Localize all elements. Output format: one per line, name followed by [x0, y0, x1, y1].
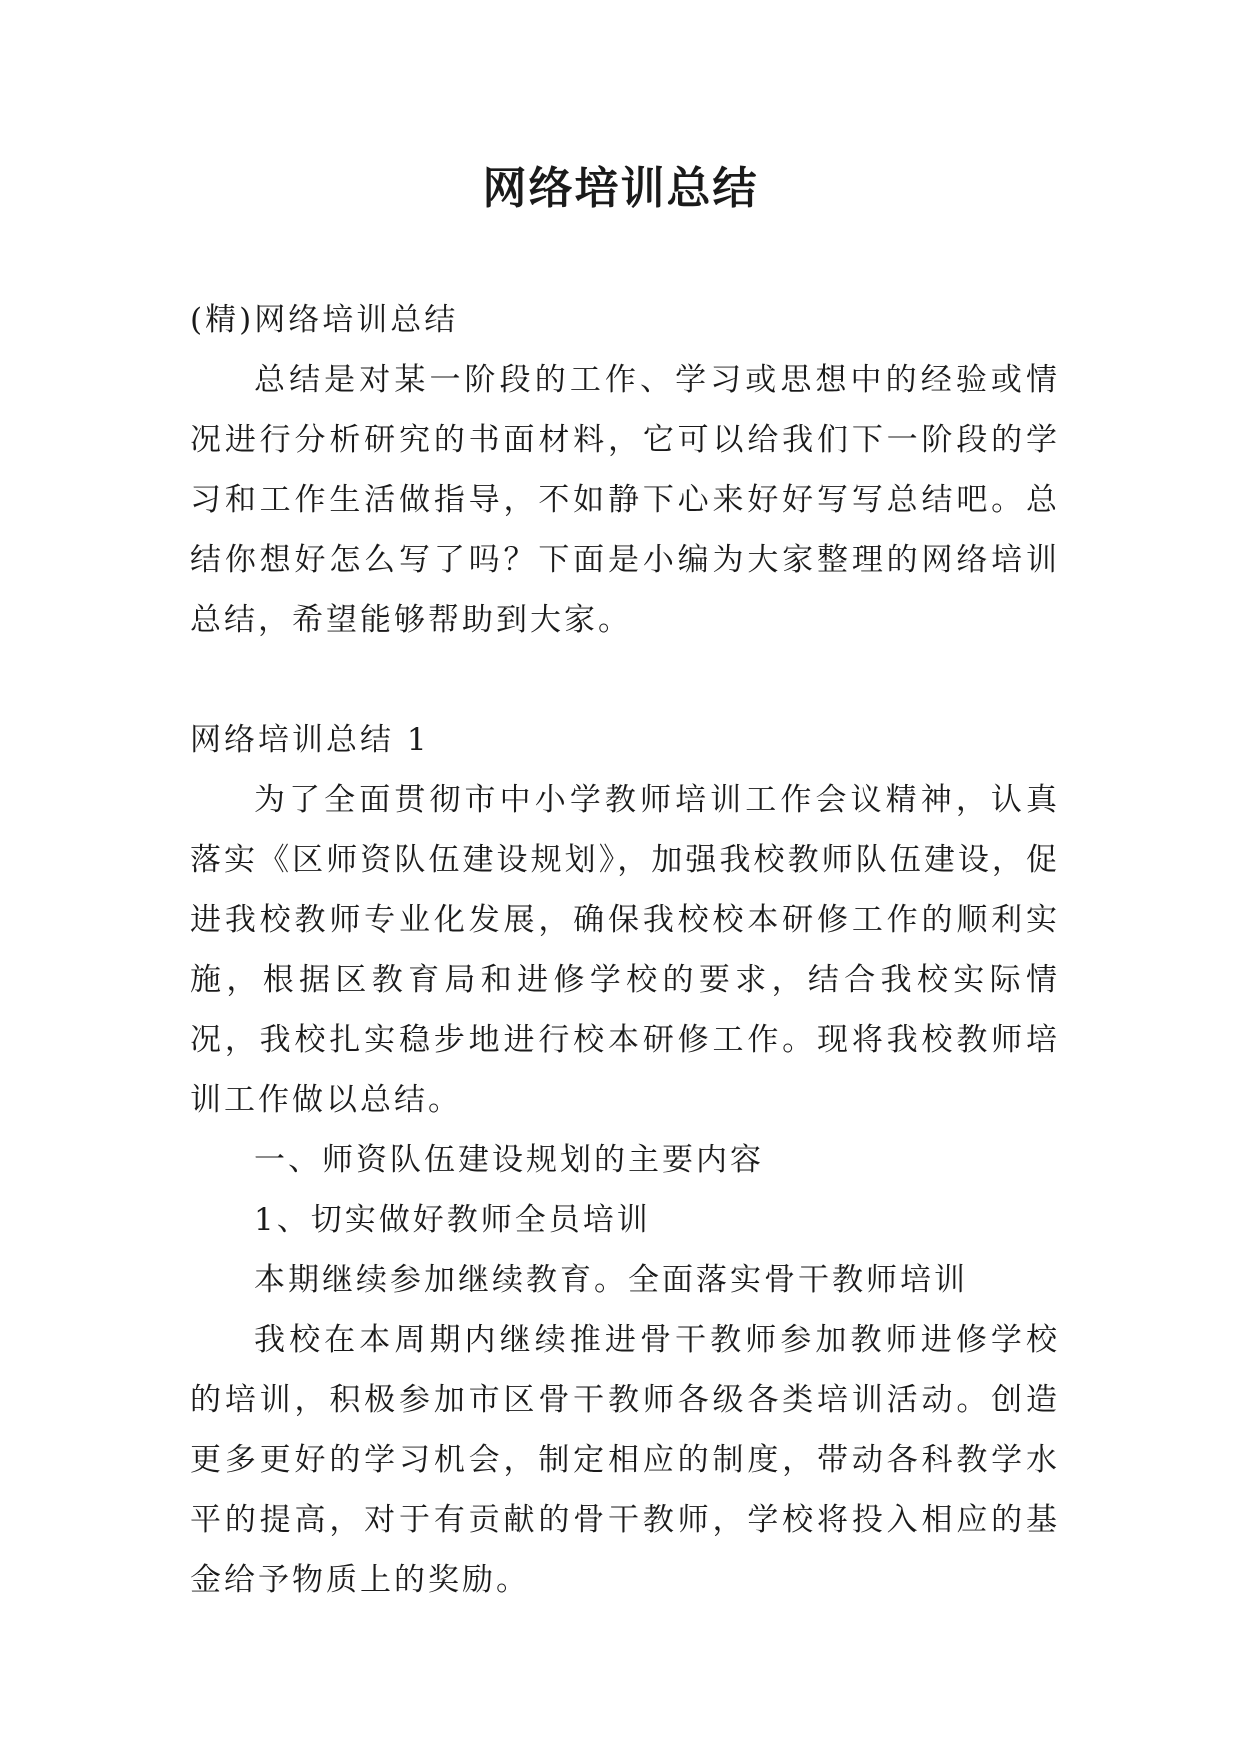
intro-paragraph: 总结是对某一阶段的工作、学习或思想中的经验或情况进行分析研究的书面材料，它可以给我们下一阶段的学习和工作生活做指导，不如静下心来好好写写总结吧。总结你想好怎么写了吗？下面是小编为大家整理的网络培训总结，希望能够帮助到大家。	[190, 362, 1060, 638]
item-heading: 一、师资队伍建设规划的主要内容	[254, 1142, 764, 1178]
document-subtitle: (精)网络培训总结	[190, 302, 459, 338]
section-heading: 网络培训总结 1	[190, 722, 430, 758]
document-title: 网络培训总结	[482, 163, 759, 214]
section-paragraph-2: 我校在本周期内继续推进骨干教师参加教师进修学校的培训，积极参加市区骨干教师各级各类培训活动。创造更多更好的学习机会，制定相应的制度，带动各科教学水平的提高，对于有贡献的骨干教师，学校将投入相应的基金给予物质上的奖励。	[190, 1322, 1060, 1598]
item-2: 本期继续参加继续教育。全面落实骨干教师培训	[254, 1262, 968, 1298]
section-paragraph-1: 为了全面贯彻市中小学教师培训工作会议精神，认真落实《区师资队伍建设规划》，加强我校教师队伍建设，促进我校教师专业化发展，确保我校校本研修工作的顺利实施，根据区教育局和进修学校的要求，结合我校实际情况，我校扎实稳步地进行校本研修工作。现将我校教师培训工作做以总结。	[190, 782, 1060, 1118]
item-1: 1、切实做好教师全员培训	[254, 1202, 651, 1238]
document-body	[190, 290, 1060, 1610]
